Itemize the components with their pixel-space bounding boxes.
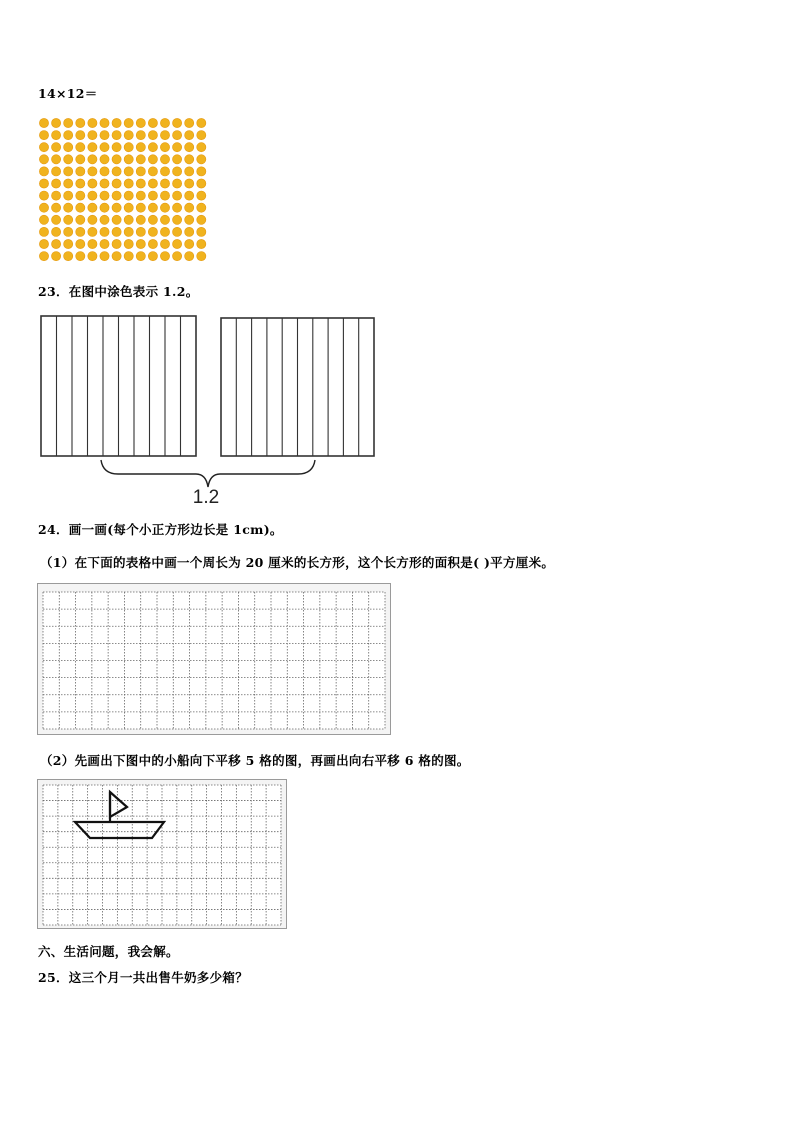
dot [160, 167, 169, 176]
dot [112, 118, 121, 127]
dot [112, 155, 121, 164]
dot [112, 143, 121, 152]
dot [160, 131, 169, 140]
dot [88, 179, 97, 188]
dot [100, 179, 109, 188]
dot [173, 179, 182, 188]
dot [136, 179, 145, 188]
dot [173, 167, 182, 176]
dot [160, 155, 169, 164]
dot [76, 203, 85, 212]
dot [112, 203, 121, 212]
dot [64, 215, 73, 224]
dot [64, 131, 73, 140]
dot [136, 191, 145, 200]
dot [88, 252, 97, 261]
dot [112, 215, 121, 224]
dot [39, 131, 48, 140]
dot [39, 118, 48, 127]
dot [112, 239, 121, 248]
dot [185, 167, 194, 176]
dot [185, 239, 194, 248]
question-24-part-1: （1）在下面的表格中画一个周长为 20 厘米的长方形，这个长方形的面积是( )平方厘米。 [40, 555, 555, 570]
dot [124, 239, 133, 248]
dot [148, 239, 157, 248]
dot [160, 191, 169, 200]
dot [136, 215, 145, 224]
dot [160, 118, 169, 127]
dot [124, 155, 133, 164]
dot [64, 118, 73, 127]
dot [136, 203, 145, 212]
dot [52, 179, 61, 188]
question-24: 24．画一画(每个小正方形边长是 1cm)。 [38, 522, 283, 537]
dot [64, 252, 73, 261]
dot [136, 227, 145, 236]
dot [173, 131, 182, 140]
dot [197, 239, 206, 248]
dot [197, 155, 206, 164]
dot [136, 239, 145, 248]
dot [148, 215, 157, 224]
dot [39, 252, 48, 261]
dot [160, 252, 169, 261]
question-23: 23．在图中涂色表示 1.2。 [38, 284, 199, 299]
dot [100, 215, 109, 224]
dot [76, 252, 85, 261]
dot [173, 155, 182, 164]
dot [136, 155, 145, 164]
dot [52, 252, 61, 261]
dot [76, 215, 85, 224]
dot [185, 203, 194, 212]
dot [136, 252, 145, 261]
dot [160, 179, 169, 188]
dot [76, 143, 85, 152]
decimal-squares-figure [36, 312, 381, 507]
dot [148, 143, 157, 152]
dot [148, 252, 157, 261]
dot [64, 227, 73, 236]
dot [185, 155, 194, 164]
dot [112, 252, 121, 261]
dot [39, 239, 48, 248]
dot [52, 167, 61, 176]
dot [88, 239, 97, 248]
dot [148, 227, 157, 236]
dot [76, 155, 85, 164]
dot [52, 118, 61, 127]
dot [88, 155, 97, 164]
dot [64, 143, 73, 152]
drawing-grid-1[interactable] [37, 583, 391, 735]
dot [136, 118, 145, 127]
drawing-grid-2[interactable] [37, 779, 287, 929]
tenths-square-right[interactable] [221, 318, 374, 456]
brace-label: 1.2 [192, 487, 220, 507]
question-25: 25．这三个月一共出售牛奶多少箱？ [38, 970, 248, 985]
dot [64, 179, 73, 188]
dot [64, 167, 73, 176]
dot [100, 227, 109, 236]
dot [160, 239, 169, 248]
dot [197, 227, 206, 236]
dot [197, 167, 206, 176]
dot [112, 131, 121, 140]
dot [100, 239, 109, 248]
dot [124, 179, 133, 188]
dot [64, 155, 73, 164]
dot [52, 191, 61, 200]
dot [173, 252, 182, 261]
dot [64, 239, 73, 248]
dot [39, 215, 48, 224]
dot [148, 118, 157, 127]
dot [39, 167, 48, 176]
dot [160, 143, 169, 152]
dot [124, 131, 133, 140]
dot [88, 191, 97, 200]
dot [52, 131, 61, 140]
question-24-part-2: （2）先画出下图中的小船向下平移 5 格的图，再画出向右平移 6 格的图。 [40, 753, 470, 768]
dot [88, 167, 97, 176]
dot [88, 118, 97, 127]
dot [185, 191, 194, 200]
dot [173, 143, 182, 152]
dot [197, 143, 206, 152]
tenths-square-left[interactable] [41, 316, 196, 456]
dot [173, 215, 182, 224]
dot [185, 215, 194, 224]
dot [100, 167, 109, 176]
dot [76, 227, 85, 236]
dot [197, 252, 206, 261]
dot [197, 203, 206, 212]
dot [197, 131, 206, 140]
dot [148, 131, 157, 140]
dot [173, 118, 182, 127]
dot [88, 143, 97, 152]
dot [185, 227, 194, 236]
dot [112, 191, 121, 200]
dot [76, 191, 85, 200]
dot [197, 215, 206, 224]
dot [52, 215, 61, 224]
dot [52, 155, 61, 164]
dot [148, 179, 157, 188]
dot [124, 143, 133, 152]
dot [173, 227, 182, 236]
dot [112, 179, 121, 188]
dot [148, 203, 157, 212]
dot [136, 143, 145, 152]
dot [64, 191, 73, 200]
dot [148, 191, 157, 200]
dot [197, 118, 206, 127]
dot [112, 167, 121, 176]
dot [160, 227, 169, 236]
dot [100, 203, 109, 212]
dot [197, 191, 206, 200]
dot [88, 203, 97, 212]
dot [100, 118, 109, 127]
dot [39, 203, 48, 212]
dot [136, 131, 145, 140]
dot [185, 252, 194, 261]
dot [124, 191, 133, 200]
dot [173, 203, 182, 212]
dot [124, 227, 133, 236]
dot [124, 118, 133, 127]
dot [39, 227, 48, 236]
dot [160, 215, 169, 224]
dot [100, 155, 109, 164]
dot [76, 239, 85, 248]
dot [124, 252, 133, 261]
multiplication-expression: 14×12＝ [38, 86, 98, 101]
dot [88, 215, 97, 224]
dot [136, 167, 145, 176]
dot [173, 239, 182, 248]
dot [124, 203, 133, 212]
dot [52, 203, 61, 212]
dot [52, 227, 61, 236]
dot [100, 131, 109, 140]
dot [39, 179, 48, 188]
dot [185, 143, 194, 152]
dot [185, 131, 194, 140]
dot [160, 203, 169, 212]
dot [100, 191, 109, 200]
dot-array-figure [38, 117, 210, 264]
dot [124, 167, 133, 176]
dot [76, 167, 85, 176]
dot [64, 203, 73, 212]
dot [76, 179, 85, 188]
dot [185, 118, 194, 127]
dot [173, 191, 182, 200]
dot [112, 227, 121, 236]
dot [52, 239, 61, 248]
dot [100, 143, 109, 152]
brace [101, 460, 315, 487]
dot [39, 143, 48, 152]
dot [148, 155, 157, 164]
dot [100, 252, 109, 261]
dot [39, 191, 48, 200]
dot [88, 227, 97, 236]
dot [39, 155, 48, 164]
section-6-heading: 六、生活问题，我会解。 [38, 944, 179, 959]
dot [197, 179, 206, 188]
dot [185, 179, 194, 188]
dot [88, 131, 97, 140]
dot [76, 118, 85, 127]
dot [124, 215, 133, 224]
dot [148, 167, 157, 176]
dot [52, 143, 61, 152]
dot [76, 131, 85, 140]
